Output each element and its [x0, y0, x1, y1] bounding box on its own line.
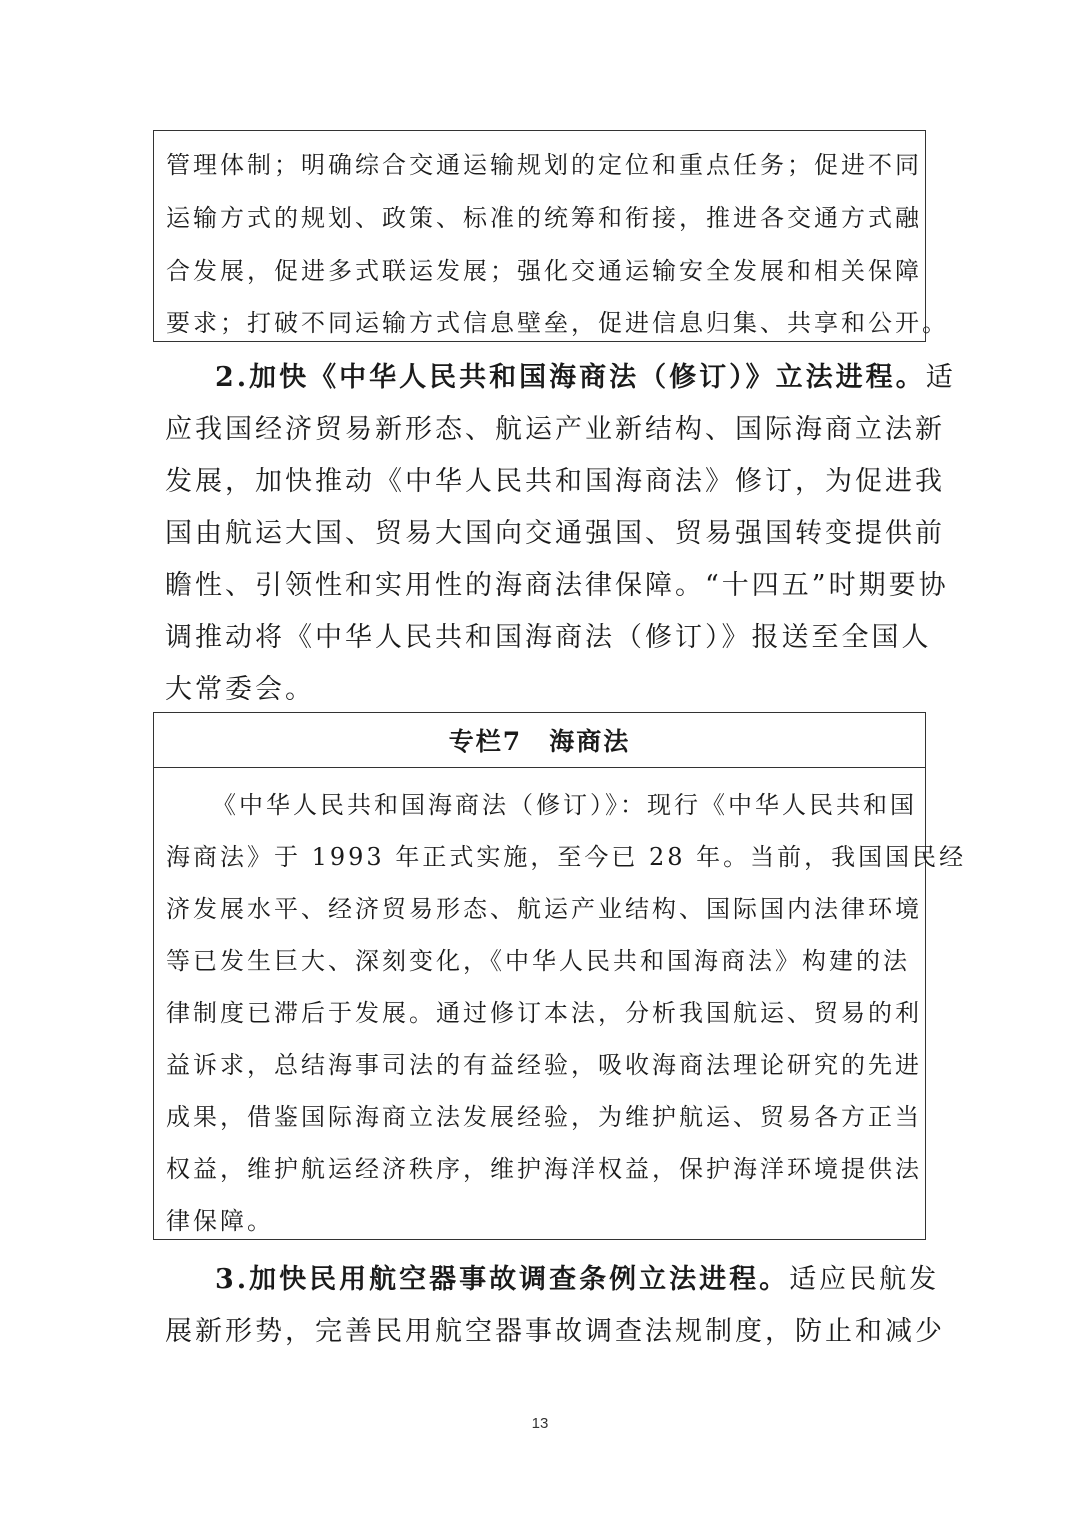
paragraph-line: 调推动将《中华人民共和国海商法（修订）》报送至全国人 — [165, 622, 932, 653]
sidebar-box — [153, 712, 967, 1240]
continued-text-box — [153, 130, 949, 342]
paragraph-line: 应我国经济贸易新形态、航运产业新结构、国际海商立法新 — [165, 414, 945, 445]
box-line: 律制度已滞后于发展。通过修订本法，分析我国航运、贸易的利 — [166, 999, 922, 1027]
box-line: 合发展，促进多式联运发展；强化交通运输安全发展和相关保障 — [166, 257, 922, 285]
paragraph-line: 展新形势，完善民用航空器事故调查法规制度，防止和减少 — [165, 1316, 945, 1347]
paragraph-line: 发展，加快推动《中华人民共和国海商法》修订，为促进我 — [165, 466, 945, 497]
item-2-text: 适 — [925, 362, 956, 393]
paragraph-line: 瞻性、引领性和实用性的海商法律保障。“十四五”时期要协 — [165, 570, 949, 601]
box-line: 成果，借鉴国际海商立法发展经验，为维护航运、贸易各方正当 — [166, 1103, 922, 1131]
paragraph-line: 国由航运大国、贸易大国向交通强国、贸易强国转变提供前 — [165, 518, 945, 549]
box-line: 律保障。 — [166, 1207, 274, 1235]
box-line: 要求；打破不同运输方式信息壁垒，促进信息归集、共享和公开。 — [166, 309, 949, 337]
item-3-heading: 3.加快民用航空器事故调查条例立法进程。 — [215, 1264, 790, 1295]
box-line: 《中华人民共和国海商法（修订）》：现行《中华人民共和国 — [212, 791, 917, 819]
box-line: 海商法》于 1993 年正式实施，至今已 28 年。当前，我国国民经 — [166, 843, 967, 871]
box-line: 管理体制；明确综合交通运输规划的定位和重点任务；促进不同 — [166, 151, 922, 179]
item-2-heading: 2.加快《中华人民共和国海商法（修订）》立法进程。 — [215, 362, 926, 393]
page-number: 13 — [531, 1415, 549, 1432]
paragraph-line: 大常委会。 — [165, 674, 315, 705]
box-line: 权益，维护航运经济秩序，维护海洋权益，保护海洋环境提供法 — [166, 1155, 922, 1183]
box-line: 运输方式的规划、政策、标准的统筹和衔接，推进各交通方式融 — [166, 204, 922, 232]
box-line: 益诉求，总结海事司法的有益经验，吸收海商法理论研究的先进 — [166, 1051, 922, 1079]
item-3-text: 适应民航发 — [789, 1264, 940, 1295]
box-line: 济发展水平、经济贸易形态、航运产业结构、国际国内法律环境 — [166, 895, 922, 923]
box-line: 等已发生巨大、深刻变化，《中华人民共和国海商法》构建的法 — [166, 947, 910, 975]
sidebar-box-title: 专栏7 海商法 — [154, 713, 925, 768]
